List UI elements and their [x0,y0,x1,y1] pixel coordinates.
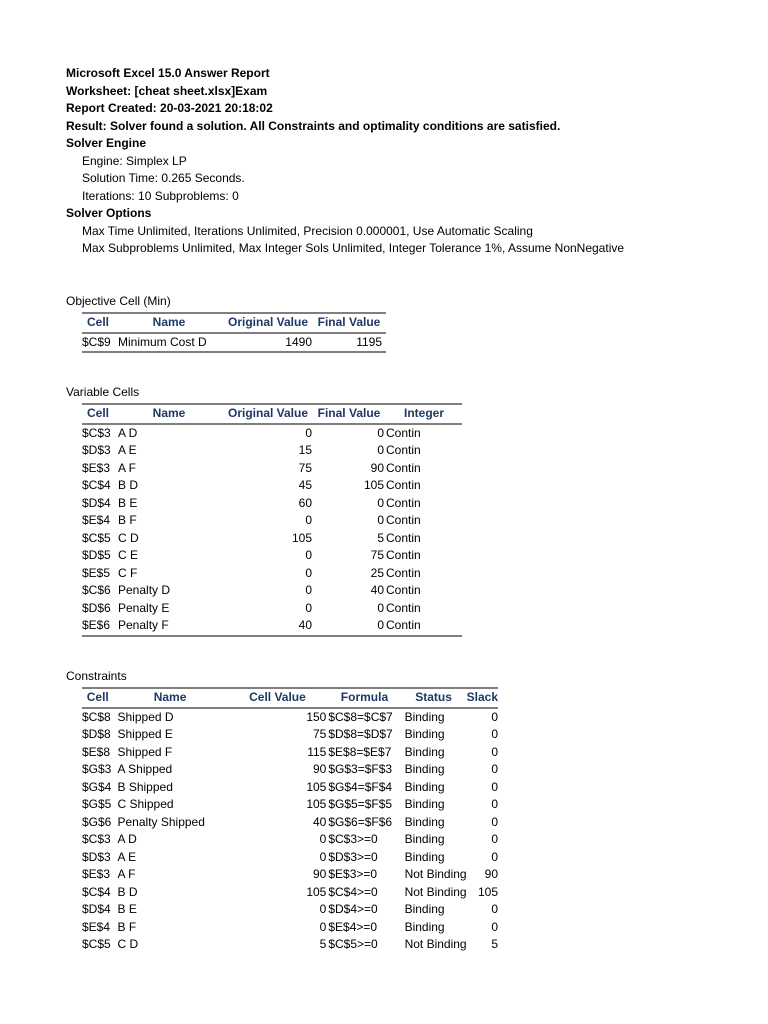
col-header-formula: Formula [328,688,400,708]
cell-ref: $G$3 [82,762,112,777]
cell-name: Penalty E [118,600,170,615]
col-header-cell-value: Cell Value [227,688,329,708]
cell-ref: $C$3 [82,425,111,440]
formula: $G$6=$F$6 [328,814,393,829]
status: Binding [404,849,445,864]
report-title: Microsoft Excel 15.0 Answer Report [66,66,270,80]
cell-name: Shipped D [117,709,174,724]
cell-name: B E [118,495,138,510]
original-value: 75 [298,460,312,475]
original-value: 40 [224,617,312,636]
final-value: 0 [377,600,384,615]
status: Binding [404,762,445,777]
status: Binding [404,727,445,742]
worksheet-line: Worksheet: [cheat sheet.xlsx]Exam [66,84,268,98]
cell-name: A F [117,867,136,882]
cell-name: A F [118,460,137,475]
table-row [82,831,498,849]
status: Binding [404,744,445,759]
final-value: 5 [377,530,384,545]
slack: 0 [491,727,498,742]
cell-ref: $D$5 [82,548,111,563]
integer-type: Contin [386,425,421,440]
slack: 0 [491,814,498,829]
cell-name: A D [117,832,137,847]
table-row [82,708,498,727]
integer-type: Contin [386,600,421,615]
cell-ref: $E$4 [82,513,111,528]
col-header-name: Name [114,688,227,708]
status: Not Binding [404,937,467,952]
constraints-section-title: Constraints [66,669,127,683]
final-value: 25 [370,565,384,580]
final-value: 0 [377,495,384,510]
col-header-cell: Cell [82,404,114,424]
table-row [82,779,498,797]
cell-ref: $E$3 [82,867,111,882]
final-value: 0 [377,425,384,440]
cell-name: C D [118,530,139,545]
cell-name: C D [117,937,139,952]
final-value: 90 [370,460,384,475]
slack: 105 [477,884,498,899]
cell-value: 40 [312,814,327,829]
table-row [82,512,462,530]
cell-value: 75 [312,727,327,742]
status: Binding [404,814,445,829]
table-row [82,866,498,884]
cell-value: 5 [319,937,327,952]
cell-ref: $C$9 [82,333,114,353]
variables-section-title: Variable Cells [66,385,140,399]
cell-name: A D [118,425,138,440]
objective-table [82,312,386,353]
cell-name: B D [118,478,139,493]
cell-name: A Shipped [117,762,173,777]
options-line-2: Max Subproblems Unlimited, Max Integer Sols Unlimited, Integer Tolerance 1%, Assume NonNegative [82,241,625,255]
objective-section-title: Objective Cell (Min) [66,294,171,308]
cell-ref: $C$5 [82,530,111,545]
cell-name: B D [117,884,138,899]
table-row [82,726,498,744]
formula: $C$5>=0 [328,937,378,952]
slack: 0 [491,832,498,847]
cell-ref: $C$4 [82,478,111,493]
cell-name: C Shipped [117,797,174,812]
table-row [82,849,498,867]
formula: $C$3>=0 [328,832,378,847]
cell-value: 0 [319,902,327,917]
table-row [82,495,462,513]
cell-name: C F [118,565,138,580]
table-row [82,530,462,548]
slack: 5 [491,937,498,952]
cell-name: C E [118,548,139,563]
slack: 0 [491,762,498,777]
cell-name: Penalty D [118,583,171,598]
formula: $G$4=$F$4 [328,779,393,794]
solver-options-heading: Solver Options [66,206,152,220]
cell-ref: $E$8 [82,744,111,759]
original-value: 45 [298,478,312,493]
cell-name: Penalty F [114,617,224,636]
cell-name: Shipped F [117,744,173,759]
cell-ref: $E$4 [82,919,111,934]
cell-ref: $D$8 [82,727,111,742]
cell-value: 105 [306,797,327,812]
cell-name: Shipped E [117,727,173,742]
table-row [82,761,498,779]
report-created-line: Report Created: 20-03-2021 20:18:02 [66,101,273,115]
final-value: 40 [370,583,384,598]
status: Binding [404,919,445,934]
cell-value: 0 [319,919,327,934]
cell-name: B F [118,513,137,528]
integer-type: Contin [386,583,421,598]
cell-name: A E [118,443,137,458]
result-line: Result: Solver found a solution. All Constraints and optimality conditions are satisfied. [66,119,561,133]
integer-type: Contin [386,495,421,510]
col-header-status: Status [401,688,467,708]
col-header-name: Name [114,404,224,424]
integer-type: Contin [386,617,462,636]
formula: $D$8=$D$7 [328,727,393,742]
status: Binding [404,779,445,794]
cell-ref: $C$4 [82,884,111,899]
status: Binding [404,797,445,812]
formula: $C$8=$C$7 [328,709,393,724]
status: Binding [404,832,445,847]
table-row [82,936,498,954]
col-header-original-value: Original Value [224,404,312,424]
cell-ref: $G$4 [82,779,112,794]
final-value: 0 [377,443,384,458]
original-value: 1490 [224,333,312,353]
original-value: 0 [305,548,312,563]
integer-type: Contin [386,565,421,580]
cell-ref: $D$3 [82,443,111,458]
cell-name: B Shipped [117,779,173,794]
slack: 90 [484,867,498,882]
cell-name: B E [117,902,137,917]
col-header-slack: Slack [467,688,498,708]
col-header-final-value: Final Value [312,313,386,333]
solver-engine-heading: Solver Engine [66,136,147,150]
integer-type: Contin [386,443,421,458]
status: Binding [404,709,445,724]
formula: $G$3=$F$3 [328,762,393,777]
engine-line: Engine: Simplex LP [82,154,187,168]
original-value: 0 [305,513,312,528]
slack: 0 [491,779,498,794]
integer-type: Contin [386,478,421,493]
integer-type: Contin [386,513,421,528]
constraints-table [82,687,498,954]
formula: $E$4>=0 [328,919,378,934]
table-row [82,442,462,460]
original-value: 0 [305,583,312,598]
slack: 0 [491,919,498,934]
options-line-1: Max Time Unlimited, Iterations Unlimited, Precision 0.000001, Use Automatic Scaling [82,224,533,238]
status: Not Binding [404,867,467,882]
cell-value: 105 [306,884,327,899]
final-value: 105 [363,478,384,493]
final-value: 1195 [312,333,386,353]
cell-value: 90 [312,867,327,882]
cell-name: Penalty Shipped [117,814,205,829]
original-value: 105 [291,530,312,545]
table-row [82,919,498,937]
final-value: 0 [312,617,386,636]
cell-ref: $C$3 [82,832,111,847]
cell-ref: $D$4 [82,495,111,510]
table-row [82,814,498,832]
cell-name: A E [117,849,137,864]
slack: 0 [491,902,498,917]
formula: $E$3>=0 [328,867,378,882]
integer-type: Contin [386,530,421,545]
cell-ref: $C$6 [82,583,111,598]
cell-value: 115 [307,744,327,759]
status: Not Binding [404,884,467,899]
table-row [82,582,462,600]
cell-value: 150 [306,709,327,724]
iterations-line: Iterations: 10 Subproblems: 0 [82,189,239,203]
cell-ref: $C$8 [82,709,111,724]
cell-ref: $E$6 [82,617,114,636]
final-value: 0 [377,513,384,528]
table-row [82,547,462,565]
table-row [82,600,462,618]
formula: $D$4>=0 [328,902,378,917]
original-value: 0 [305,425,312,440]
cell-ref: $C$5 [82,937,111,952]
status: Binding [404,902,445,917]
cell-ref: $E$5 [82,565,111,580]
table-row [82,796,498,814]
cell-ref: $G$5 [82,797,112,812]
col-header-cell: Cell [82,688,114,708]
col-header-integer: Integer [386,404,462,424]
table-row [82,460,462,478]
table-row [82,477,462,495]
original-value: 60 [298,495,312,510]
cell-ref: $D$6 [82,600,111,615]
table-row [82,424,462,443]
solution-time-line: Solution Time: 0.265 Seconds. [82,171,245,185]
formula: $E$8=$E$7 [328,744,392,759]
formula: $G$5=$F$5 [328,797,393,812]
cell-ref: $G$6 [82,814,112,829]
table-row [82,901,498,919]
slack: 0 [491,849,498,864]
cell-value: 0 [319,832,327,847]
cell-value: 105 [306,779,327,794]
cell-value: 90 [312,762,327,777]
slack: 0 [491,709,498,724]
cell-ref: $D$4 [82,902,111,917]
integer-type: Contin [386,460,421,475]
table-row [82,617,462,636]
cell-name: Minimum Cost D [114,333,224,353]
final-value: 75 [370,548,384,563]
col-header-name: Name [114,313,224,333]
col-header-original-value: Original Value [224,313,312,333]
integer-type: Contin [386,548,421,563]
cell-value: 0 [319,849,327,864]
table-row [82,333,386,353]
table-row [82,744,498,762]
formula: $D$3>=0 [328,849,378,864]
variables-table [82,403,462,637]
slack: 0 [491,797,498,812]
cell-name: B F [117,919,137,934]
cell-ref: $D$3 [82,849,111,864]
cell-ref: $E$3 [82,460,111,475]
original-value: 0 [305,565,312,580]
formula: $C$4>=0 [328,884,378,899]
col-header-final-value: Final Value [312,404,386,424]
original-value: 15 [298,443,312,458]
slack: 0 [491,744,498,759]
col-header-cell: Cell [82,313,114,333]
table-row [82,884,498,902]
original-value: 0 [305,600,312,615]
table-row [82,565,462,583]
